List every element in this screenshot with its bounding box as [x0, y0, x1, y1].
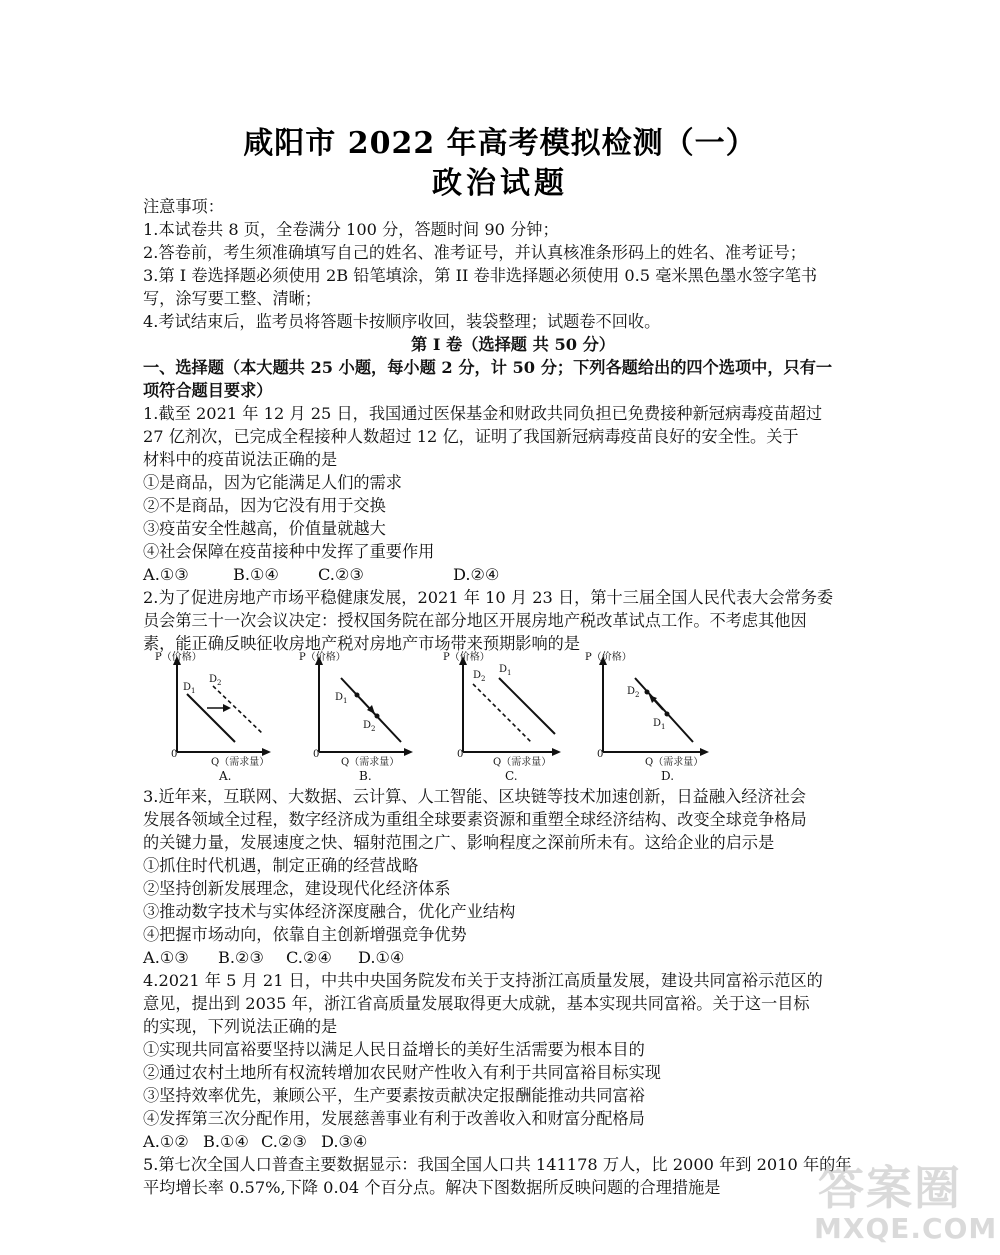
point-d2: [645, 690, 650, 695]
graph-c: [437, 648, 577, 783]
notice-item: 1.本试卷共 8 页，全卷满分 100 分，答题时间 90 分钟；: [143, 220, 559, 239]
point-d1: [355, 693, 360, 698]
q1-statement: ①是商品，因为它能满足人们的需求: [143, 473, 402, 492]
graph-label: B.: [359, 769, 372, 783]
q1-statement: ④社会保障在疫苗接种中发挥了重要作用: [143, 542, 435, 561]
q4-options: [143, 1130, 883, 1153]
q3-stem: 发展各领域全过程，数字经济成为重组全球要素资源和重塑全球经济结构、改变全球竞争格局: [143, 810, 807, 829]
option-b: B.①④: [203, 1132, 250, 1151]
d2-label: $D_2$: [209, 674, 222, 687]
q4-statement: ③坚持效率优先，兼顾公平，生产要素按贡献决定报酬能推动共同富裕: [143, 1086, 645, 1105]
origin-label: 0: [457, 749, 464, 760]
watermark-url: MXQE.COM: [814, 1212, 998, 1245]
point-d1: [665, 712, 670, 717]
q3-statement: ②坚持创新发展理念，建设现代化经济体系: [143, 879, 451, 898]
watermark-logo: [808, 1148, 998, 1248]
q1-stem: 27 亿剂次，已完成全程接种人数超过 12 亿，证明了我国新冠病毒疫苗良好的安全性。关于: [143, 427, 799, 446]
notice-item: 写，涂写要工整、清晰；: [143, 289, 322, 308]
y-axis-label: P（价格）: [155, 652, 202, 663]
q4-statement: ④发挥第三次分配作用，发展慈善事业有利于改善收入和财富分配格局: [143, 1109, 645, 1128]
q1-statement: ③疫苗安全性越高，价值量就越大: [143, 519, 386, 538]
watermark-text: 答案圈: [818, 1161, 962, 1215]
y-axis-label: P（价格）: [443, 652, 490, 663]
section-instruction: 项符合题目要求）: [143, 381, 273, 400]
point-d2: [375, 714, 380, 719]
q1-stem: 材料中的疫苗说法正确的是: [143, 450, 338, 469]
d1-label: $D_1$: [183, 682, 196, 695]
graph-label: C.: [505, 769, 518, 783]
section-title: 第 I 卷（选择题 共 50 分）: [411, 335, 615, 354]
q4-stem: 意见，提出到 2035 年，浙江省高质量发展取得更大成就，基本实现共同富裕。关于这一目标: [143, 994, 810, 1013]
q4-statement: ①实现共同富裕要坚持以满足人民日益增长的美好生活需要为根本目的: [143, 1040, 645, 1059]
exam-subtitle: 政治试题: [432, 166, 568, 201]
q2-stem: 2.为了促进房地产市场平稳健康发展，2021 年 10 月 23 日，第十三届全国人民代表大会常务委: [143, 588, 834, 607]
origin-label: 0: [171, 749, 178, 760]
q2-stem: 员会第三十一次会议决定：授权国务院在部分地区开展房地产税改革试点工作。不考虑其他因: [143, 611, 807, 630]
d1-label: $D_1$: [335, 692, 348, 705]
q3-options: [143, 946, 883, 969]
q4-stem: 4.2021 年 5 月 21 日，中共中央国务院发布关于支持浙江高质量发展，建设共同富裕示范区的: [143, 971, 823, 990]
demand-graphs: [145, 648, 745, 783]
q1-options: [143, 563, 883, 586]
origin-label: 0: [313, 749, 320, 760]
q1-stem: 1.截至 2021 年 12 月 25 日，我国通过医保基金和财政共同负担已免费接种新冠病毒疫苗超过: [143, 404, 823, 423]
graph-a: [145, 648, 285, 783]
option-d: D.①④: [358, 948, 405, 967]
x-axis-label: Q（需求量）: [211, 757, 270, 768]
option-d: D.②④: [453, 565, 500, 584]
section-instruction: 一、选择题（本大题共 25 小题，每小题 2 分，计 50 分；下列各题给出的四个选项中，只有一: [143, 358, 833, 377]
option-b: B.②③: [218, 948, 265, 967]
d2-label: $D_2$: [627, 686, 640, 699]
q1-statement: ②不是商品，因为它没有用于交换: [143, 496, 386, 515]
y-axis-label: P（价格）: [585, 652, 632, 663]
x-axis-label: Q（需求量）: [341, 757, 400, 768]
option-c: C.②③: [318, 565, 364, 584]
d1-label: $D_1$: [653, 718, 666, 731]
option-a: A.①③: [143, 565, 189, 584]
q5-stem: 平均增长率 0.57%,下降 0.04 个百分点。解决下图数据所反映问题的合理措施是: [143, 1178, 721, 1197]
option-a: A.①③: [143, 948, 189, 967]
q2-stem: 素，能正确反映征收房地产税对房地产市场带来预期影响的是: [143, 634, 581, 653]
option-b: B.①④: [233, 565, 280, 584]
q3-stem: 3.近年来，互联网、大数据、云计算、人工智能、区块链等技术加速创新，日益融入经济社会: [143, 787, 806, 806]
origin-label: 0: [597, 749, 604, 760]
demand-curve: [635, 678, 693, 742]
demand-curve-d1: [499, 678, 555, 734]
option-c: C.②④: [286, 948, 332, 967]
d2-label: $D_2$: [363, 720, 376, 733]
x-axis-label: Q（需求量）: [493, 757, 552, 768]
notice-item: 3.第 I 卷选择题必须使用 2B 铅笔填涂，第 II 卷非选择题必须使用 0.5 毫米黑色墨水签字笔书: [143, 266, 818, 285]
graph-label: A.: [219, 769, 232, 783]
graph-b: [291, 648, 431, 783]
notice-item: 4.考试结束后，监考员将答题卡按顺序收回，装袋整理；试题卷不回收。: [143, 312, 661, 331]
q3-statement: ④把握市场动向，依靠自主创新增强竞争优势: [143, 925, 467, 944]
x-axis-label: Q（需求量）: [645, 757, 704, 768]
notice-heading: 注意事项：: [143, 197, 224, 216]
q4-stem: 的实现，下列说法正确的是: [143, 1017, 338, 1036]
graph-d: [583, 648, 733, 783]
graph-label: D.: [661, 769, 675, 783]
notice-item: 2.答卷前，考生须准确填写自己的姓名、准考证号，并认真核准条形码上的姓名、准考证号；: [143, 243, 806, 262]
option-c: C.②③: [261, 1132, 307, 1151]
option-d: D.③④: [321, 1132, 368, 1151]
q3-stem: 的关键力量，发展速度之快、辐射范围之广、影响程度之深前所未有。这给企业的启示是: [143, 833, 775, 852]
d2-label: $D_2$: [473, 670, 486, 683]
option-a: A.①②: [143, 1132, 189, 1151]
demand-curve-d2: [473, 684, 531, 742]
y-axis-label: P（价格）: [299, 652, 346, 663]
q5-stem: 5.第七次全国人口普查主要数据显示：我国全国人口共 141178 万人，比 2000 年到 2010 年的年: [143, 1155, 852, 1174]
exam-title: 咸阳市 2022 年高考模拟检测（一）: [243, 126, 757, 161]
q3-statement: ③推动数字技术与实体经济深度融合，优化产业结构: [143, 902, 516, 921]
move-arrow: [653, 699, 663, 710]
d1-label: $D_1$: [499, 664, 512, 677]
q4-statement: ②通过农村土地所有权流转增加农民财产性收入有利于共同富裕目标实现: [143, 1063, 661, 1082]
q3-statement: ①抓住时代机遇，制定正确的经营战略: [143, 856, 419, 875]
